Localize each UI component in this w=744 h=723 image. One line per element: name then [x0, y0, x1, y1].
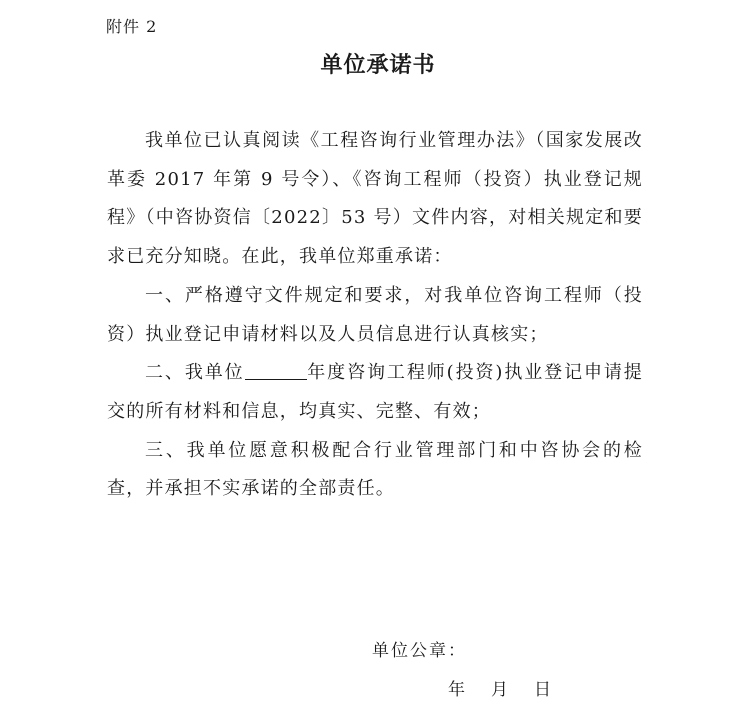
commitment-item-3: 三、我单位愿意积极配合行业管理部门和中咨协会的检查，并承担不实承诺的全部责任。 — [107, 439, 643, 500]
document-body — [107, 122, 643, 509]
document-title: 单位承诺书 — [320, 53, 436, 78]
date-line — [448, 675, 551, 700]
commitment-item-2 — [107, 354, 643, 431]
commitment-item-2-lead: 二、我单位 — [145, 362, 245, 384]
attachment-label: 附件 2 — [106, 17, 158, 36]
intro-paragraph: 我单位已认真阅读《工程咨询行业管理办法》（国家发展改革委 2017 年第 9 号令）、《咨询工程师（投资）执业登记规程》（中咨协资信〔2022〕53 号）文件内容，对相关规定和要求已充分知晓。在此，我单位郑重承诺： — [107, 130, 643, 268]
commitment-item-2-rest: 年度咨询工程师(投资)执业登记申请提交的所有材料和信息，均真实、完整、有效； — [107, 362, 643, 422]
month-label: 月 — [491, 680, 508, 700]
year-label: 年 — [448, 680, 465, 700]
commitment-item-1: 一、严格遵守文件规定和要求，对我单位咨询工程师（投资）执业登记申请材料以及人员信息进行认真核实； — [107, 284, 643, 345]
day-label: 日 — [534, 680, 551, 700]
seal-label: 单位公章： — [372, 641, 467, 661]
year-blank-field[interactable] — [245, 363, 307, 380]
